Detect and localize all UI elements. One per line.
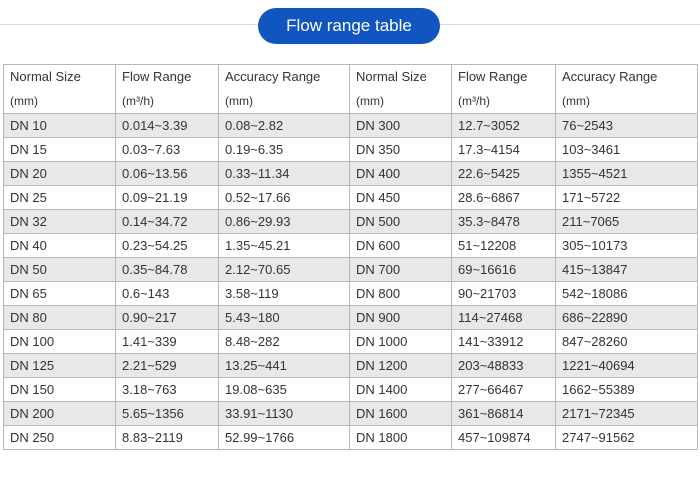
cell-flow-range: 0.06~13.56 — [116, 162, 219, 186]
cell-accuracy-range: 211~7065 — [556, 210, 698, 234]
cell-flow-range: 0.09~21.19 — [116, 186, 219, 210]
cell-flow-range: 8.83~2119 — [116, 426, 219, 450]
header-unit: (mm) — [562, 94, 590, 108]
cell-accuracy-range: 415~13847 — [556, 258, 698, 282]
cell-accuracy-range: 19.08~635 — [219, 378, 350, 402]
table-row — [4, 426, 698, 450]
cell-accuracy-range: 13.25~441 — [219, 354, 350, 378]
cell-normal-size: DN 600 — [350, 234, 452, 258]
cell-accuracy-range: 171~5722 — [556, 186, 698, 210]
header-label: Accuracy Range — [225, 69, 321, 84]
cell-normal-size: DN 900 — [350, 306, 452, 330]
cell-flow-range: 3.18~763 — [116, 378, 219, 402]
table-row — [4, 402, 698, 426]
cell-normal-size: DN 20 — [4, 162, 116, 186]
cell-normal-size: DN 1400 — [350, 378, 452, 402]
cell-normal-size: DN 1000 — [350, 330, 452, 354]
cell-normal-size: DN 40 — [4, 234, 116, 258]
header-label: Accuracy Range — [562, 69, 658, 84]
cell-normal-size: DN 125 — [4, 354, 116, 378]
cell-normal-size: DN 450 — [350, 186, 452, 210]
cell-normal-size: DN 80 — [4, 306, 116, 330]
cell-normal-size: DN 800 — [350, 282, 452, 306]
header-unit: (m³/h) — [122, 94, 154, 108]
cell-flow-range: 90~21703 — [452, 282, 556, 306]
cell-flow-range: 51~12208 — [452, 234, 556, 258]
cell-normal-size: DN 150 — [4, 378, 116, 402]
cell-accuracy-range: 2.12~70.65 — [219, 258, 350, 282]
cell-accuracy-range: 1.35~45.21 — [219, 234, 350, 258]
cell-flow-range: 69~16616 — [452, 258, 556, 282]
header-label: Flow Range — [458, 69, 528, 84]
cell-flow-range: 2.21~529 — [116, 354, 219, 378]
cell-flow-range: 114~27468 — [452, 306, 556, 330]
cell-flow-range: 28.6~6867 — [452, 186, 556, 210]
cell-flow-range: 17.3~4154 — [452, 138, 556, 162]
table-body — [4, 65, 698, 450]
header-accuracy-range-left — [219, 65, 350, 114]
cell-accuracy-range: 0.19~6.35 — [219, 138, 350, 162]
table-row — [4, 258, 698, 282]
header-flow-range-left — [116, 65, 219, 114]
table-row — [4, 330, 698, 354]
cell-normal-size: DN 32 — [4, 210, 116, 234]
cell-accuracy-range: 52.99~1766 — [219, 426, 350, 450]
cell-normal-size: DN 500 — [350, 210, 452, 234]
cell-accuracy-range: 5.43~180 — [219, 306, 350, 330]
flow-range-table — [3, 64, 698, 450]
header-unit: (mm) — [225, 94, 253, 108]
cell-accuracy-range: 33.91~1130 — [219, 402, 350, 426]
cell-normal-size: DN 350 — [350, 138, 452, 162]
cell-normal-size: DN 10 — [4, 114, 116, 138]
table-row — [4, 378, 698, 402]
cell-flow-range: 277~66467 — [452, 378, 556, 402]
cell-flow-range: 0.35~84.78 — [116, 258, 219, 282]
table-row — [4, 186, 698, 210]
cell-accuracy-range: 305~10173 — [556, 234, 698, 258]
cell-flow-range: 0.014~3.39 — [116, 114, 219, 138]
page-title: Flow range table — [258, 8, 440, 44]
cell-flow-range: 0.6~143 — [116, 282, 219, 306]
cell-normal-size: DN 1600 — [350, 402, 452, 426]
cell-accuracy-range: 2171~72345 — [556, 402, 698, 426]
cell-flow-range: 0.90~217 — [116, 306, 219, 330]
cell-flow-range: 12.7~3052 — [452, 114, 556, 138]
header-label: Flow Range — [122, 69, 192, 84]
cell-accuracy-range: 76~2543 — [556, 114, 698, 138]
table-row — [4, 162, 698, 186]
header-accuracy-range-right — [556, 65, 698, 114]
cell-flow-range: 141~33912 — [452, 330, 556, 354]
table-row — [4, 306, 698, 330]
cell-accuracy-range: 0.08~2.82 — [219, 114, 350, 138]
cell-flow-range: 0.23~54.25 — [116, 234, 219, 258]
cell-accuracy-range: 0.52~17.66 — [219, 186, 350, 210]
cell-accuracy-range: 686~22890 — [556, 306, 698, 330]
cell-accuracy-range: 3.58~119 — [219, 282, 350, 306]
cell-flow-range: 22.6~5425 — [452, 162, 556, 186]
cell-flow-range: 5.65~1356 — [116, 402, 219, 426]
table-row — [4, 234, 698, 258]
cell-flow-range: 1.41~339 — [116, 330, 219, 354]
header-normal-size-right — [350, 65, 452, 114]
cell-normal-size: DN 15 — [4, 138, 116, 162]
header-unit: (mm) — [10, 94, 38, 108]
header-label: Normal Size — [10, 69, 81, 84]
cell-accuracy-range: 2747~91562 — [556, 426, 698, 450]
cell-normal-size: DN 250 — [4, 426, 116, 450]
cell-normal-size: DN 300 — [350, 114, 452, 138]
cell-flow-range: 457~109874 — [452, 426, 556, 450]
cell-accuracy-range: 1221~40694 — [556, 354, 698, 378]
header-flow-range-right — [452, 65, 556, 114]
table-row — [4, 282, 698, 306]
header-label: Normal Size — [356, 69, 427, 84]
cell-normal-size: DN 50 — [4, 258, 116, 282]
cell-flow-range: 0.14~34.72 — [116, 210, 219, 234]
table-header-row — [4, 65, 698, 114]
cell-normal-size: DN 1200 — [350, 354, 452, 378]
cell-normal-size: DN 1800 — [350, 426, 452, 450]
cell-accuracy-range: 103~3461 — [556, 138, 698, 162]
table-row — [4, 354, 698, 378]
header-unit: (mm) — [356, 94, 384, 108]
cell-flow-range: 203~48833 — [452, 354, 556, 378]
cell-accuracy-range: 8.48~282 — [219, 330, 350, 354]
table-row — [4, 138, 698, 162]
cell-accuracy-range: 542~18086 — [556, 282, 698, 306]
cell-normal-size: DN 200 — [4, 402, 116, 426]
cell-accuracy-range: 847~28260 — [556, 330, 698, 354]
cell-flow-range: 35.3~8478 — [452, 210, 556, 234]
cell-flow-range: 0.03~7.63 — [116, 138, 219, 162]
cell-normal-size: DN 25 — [4, 186, 116, 210]
cell-normal-size: DN 100 — [4, 330, 116, 354]
header-normal-size-left — [4, 65, 116, 114]
cell-accuracy-range: 1355~4521 — [556, 162, 698, 186]
header-unit: (m³/h) — [458, 94, 490, 108]
cell-accuracy-range: 0.33~11.34 — [219, 162, 350, 186]
cell-normal-size: DN 700 — [350, 258, 452, 282]
cell-flow-range: 361~86814 — [452, 402, 556, 426]
cell-normal-size: DN 65 — [4, 282, 116, 306]
cell-accuracy-range: 1662~55389 — [556, 378, 698, 402]
cell-accuracy-range: 0.86~29.93 — [219, 210, 350, 234]
table-row — [4, 114, 698, 138]
cell-normal-size: DN 400 — [350, 162, 452, 186]
table-row — [4, 210, 698, 234]
